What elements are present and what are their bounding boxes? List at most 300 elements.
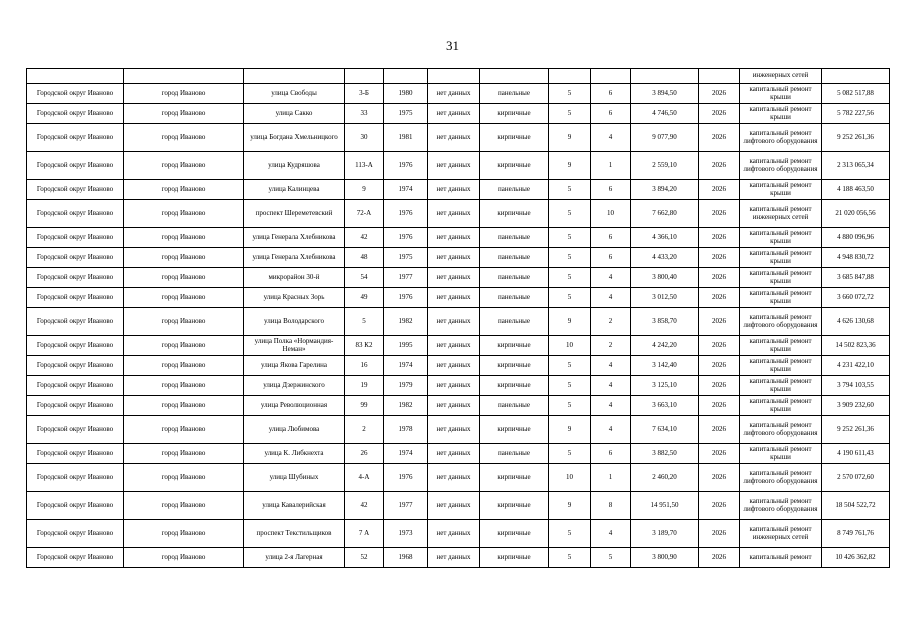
table-cell-work-type: капитальный ремонт инженерных сетей	[740, 520, 822, 548]
table-cell-street: улица Якова Гарелина	[244, 356, 345, 376]
table-cell-entrances: 4	[591, 520, 631, 548]
table-cell-settlement: город Иваново	[124, 248, 244, 268]
table-cell-plan-year: 2026	[699, 356, 740, 376]
table-cell	[124, 69, 244, 84]
table-cell-year-overhaul: нет данных	[428, 152, 480, 180]
table-cell-street: улица Шубиных	[244, 464, 345, 492]
table-cell-street: проспект Шереметевский	[244, 200, 345, 228]
table-cell-plan-year: 2026	[699, 180, 740, 200]
table-cell-year-built: 1974	[384, 356, 428, 376]
table-cell-entrances: 6	[591, 444, 631, 464]
table-cell-entrances: 4	[591, 288, 631, 308]
table-cell-settlement: город Иваново	[124, 152, 244, 180]
table-cell-cost: 14 502 823,36	[822, 336, 890, 356]
table-cell-work-type: капитальный ремонт крыши	[740, 396, 822, 416]
table-cell-area: 3 882,50	[631, 444, 699, 464]
table-cell-house-number: 33	[345, 104, 384, 124]
table-cell-floors: 5	[549, 356, 591, 376]
table-cell-work-type: капитальный ремонт крыши	[740, 376, 822, 396]
table-cell-wall-material: панельные	[480, 396, 549, 416]
table-cell-work-type: капитальный ремонт крыши	[740, 444, 822, 464]
table-cell-entrances: 6	[591, 248, 631, 268]
table-cell-cost: 4 948 830,72	[822, 248, 890, 268]
table-cell	[244, 69, 345, 84]
table-cell-area: 7 634,10	[631, 416, 699, 444]
table-cell-cost: 3 794 103,55	[822, 376, 890, 396]
table-cell-work-type: капитальный ремонт лифтового оборудования	[740, 124, 822, 152]
table-cell-house-number: 52	[345, 548, 384, 568]
table-cell-settlement: город Иваново	[124, 416, 244, 444]
table-cell-work-type: капитальный ремонт крыши	[740, 248, 822, 268]
table-cell-floors: 5	[549, 444, 591, 464]
table-row	[27, 308, 890, 336]
table-cell-house-number: 2	[345, 416, 384, 444]
table-cell-area: 3 858,70	[631, 308, 699, 336]
table-cell-entrances: 5	[591, 548, 631, 568]
table-cell-cost: 18 504 522,72	[822, 492, 890, 520]
table-cell-year-built: 1975	[384, 104, 428, 124]
table-cell-street: улица Кудряшова	[244, 152, 345, 180]
table-cell-house-number: 99	[345, 396, 384, 416]
table-cell-year-built: 1974	[384, 180, 428, 200]
table-cell-entrances: 8	[591, 492, 631, 520]
table-cell-plan-year: 2026	[699, 84, 740, 104]
table-cell-work-type: капитальный ремонт крыши	[740, 356, 822, 376]
table-cell-house-number: 72-А	[345, 200, 384, 228]
table-cell-area: 2 460,20	[631, 464, 699, 492]
table-cell-plan-year: 2026	[699, 288, 740, 308]
table-cell-house-number: 42	[345, 492, 384, 520]
table-cell-floors: 9	[549, 152, 591, 180]
table-cell-year-overhaul: нет данных	[428, 464, 480, 492]
table-cell-year-overhaul: нет данных	[428, 180, 480, 200]
table-cell-wall-material: кирпичные	[480, 416, 549, 444]
table-row	[27, 396, 890, 416]
table-cell-settlement: город Иваново	[124, 464, 244, 492]
table-cell-year-built: 1977	[384, 492, 428, 520]
table-row-continuation	[27, 69, 890, 84]
table-cell-year-built: 1975	[384, 248, 428, 268]
table-cell-year-built: 1973	[384, 520, 428, 548]
table-cell-cost: 21 020 056,56	[822, 200, 890, 228]
table-cell-municipality: Городской округ Иваново	[27, 356, 124, 376]
table-cell-floors: 5	[549, 104, 591, 124]
table-cell-entrances: 4	[591, 356, 631, 376]
table-cell-year-built: 1976	[384, 152, 428, 180]
table-row	[27, 200, 890, 228]
table-cell-settlement: город Иваново	[124, 228, 244, 248]
table-cell-entrances: 2	[591, 336, 631, 356]
table-cell-area: 3 189,70	[631, 520, 699, 548]
table-body	[27, 69, 890, 568]
table-cell-plan-year: 2026	[699, 376, 740, 396]
table-cell-entrances: 4	[591, 376, 631, 396]
table-cell-settlement: город Иваново	[124, 356, 244, 376]
table-cell-floors: 5	[549, 84, 591, 104]
table-cell-area: 3 894,20	[631, 180, 699, 200]
table-cell-area: 3 142,40	[631, 356, 699, 376]
table-cell-year-overhaul: нет данных	[428, 492, 480, 520]
table-cell-settlement: город Иваново	[124, 84, 244, 104]
table-cell-settlement: город Иваново	[124, 548, 244, 568]
table-cell-year-built: 1982	[384, 308, 428, 336]
table-cell-area: 3 800,40	[631, 268, 699, 288]
table-cell-entrances: 2	[591, 308, 631, 336]
table-cell-area: 3 894,50	[631, 84, 699, 104]
table-cell-municipality: Городской округ Иваново	[27, 248, 124, 268]
table-row	[27, 464, 890, 492]
table-cell-area: 3 012,50	[631, 288, 699, 308]
table-cell-plan-year: 2026	[699, 308, 740, 336]
table-cell-municipality: Городской округ Иваново	[27, 124, 124, 152]
table-cell-municipality: Городской округ Иваново	[27, 200, 124, 228]
table-cell-year-built: 1977	[384, 268, 428, 288]
table-cell-area: 2 559,10	[631, 152, 699, 180]
table-cell-floors: 5	[549, 180, 591, 200]
table-cell-work-type: капитальный ремонт крыши	[740, 104, 822, 124]
table-cell-cost: 5 082 517,88	[822, 84, 890, 104]
table-row	[27, 444, 890, 464]
table-cell-work-type: капитальный ремонт лифтового оборудования	[740, 464, 822, 492]
table-cell-plan-year: 2026	[699, 492, 740, 520]
table-cell-municipality: Городской округ Иваново	[27, 104, 124, 124]
table-cell-street: улица Революционная	[244, 396, 345, 416]
table-cell-work-type: капитальный ремонт крыши	[740, 228, 822, 248]
table-cell-year-built: 1976	[384, 288, 428, 308]
table-cell-street: улица Кавалерийская	[244, 492, 345, 520]
table-row	[27, 248, 890, 268]
table-cell-work-type: инженерных сетей	[740, 69, 822, 84]
table-cell-cost: 10 426 362,82	[822, 548, 890, 568]
table-cell-plan-year: 2026	[699, 464, 740, 492]
table-cell-entrances: 4	[591, 416, 631, 444]
table-cell-municipality: Городской округ Иваново	[27, 228, 124, 248]
table-cell-house-number: 49	[345, 288, 384, 308]
table-cell-work-type: капитальный ремонт крыши	[740, 180, 822, 200]
table-cell-year-built: 1976	[384, 228, 428, 248]
table-cell-floors: 5	[549, 288, 591, 308]
table-row	[27, 376, 890, 396]
table-cell	[345, 69, 384, 84]
table-cell-entrances: 1	[591, 152, 631, 180]
table-cell-plan-year: 2026	[699, 336, 740, 356]
table-cell-cost: 4 880 096,96	[822, 228, 890, 248]
table-cell-settlement: город Иваново	[124, 492, 244, 520]
table-cell-wall-material: кирпичные	[480, 548, 549, 568]
table-cell-plan-year: 2026	[699, 444, 740, 464]
table-cell-area: 3 800,90	[631, 548, 699, 568]
table-cell-wall-material: панельные	[480, 308, 549, 336]
table-cell-settlement: город Иваново	[124, 336, 244, 356]
table-cell-area: 4 366,10	[631, 228, 699, 248]
table-cell-wall-material: панельные	[480, 288, 549, 308]
table-cell-street: улица 2-я Лагерная	[244, 548, 345, 568]
table-cell-floors: 5	[549, 376, 591, 396]
table-cell-area: 4 433,20	[631, 248, 699, 268]
table-cell-area: 3 125,10	[631, 376, 699, 396]
table-cell-year-built: 1968	[384, 548, 428, 568]
table-cell-street: микрорайон 30-й	[244, 268, 345, 288]
table-cell-year-overhaul: нет данных	[428, 336, 480, 356]
table-cell-plan-year: 2026	[699, 520, 740, 548]
table-cell-street: улица Генерала Хлебникова	[244, 228, 345, 248]
table-cell-plan-year: 2026	[699, 396, 740, 416]
table-cell-year-built: 1976	[384, 200, 428, 228]
table-row	[27, 104, 890, 124]
table-cell	[428, 69, 480, 84]
table-cell-wall-material: панельные	[480, 180, 549, 200]
table-cell-settlement: город Иваново	[124, 124, 244, 152]
table-cell-cost: 4 231 422,10	[822, 356, 890, 376]
table-cell-cost: 3 685 847,88	[822, 268, 890, 288]
table-cell-cost: 9 252 261,36	[822, 416, 890, 444]
table-cell-street: улица Калинцева	[244, 180, 345, 200]
table-cell-year-built: 1979	[384, 376, 428, 396]
table-cell-plan-year: 2026	[699, 548, 740, 568]
table-cell-year-overhaul: нет данных	[428, 288, 480, 308]
page-number: 31	[446, 38, 459, 53]
table-row	[27, 336, 890, 356]
table-cell-work-type: капитальный ремонт крыши	[740, 336, 822, 356]
table-cell-cost: 9 252 261,36	[822, 124, 890, 152]
table-cell-house-number: 4-А	[345, 464, 384, 492]
table-cell-year-built: 1980	[384, 84, 428, 104]
table-cell-wall-material: кирпичные	[480, 152, 549, 180]
table-cell	[480, 69, 549, 84]
table-cell-municipality: Городской округ Иваново	[27, 180, 124, 200]
table-cell-settlement: город Иваново	[124, 200, 244, 228]
table-cell-wall-material: панельные	[480, 248, 549, 268]
table-cell-area: 4 242,20	[631, 336, 699, 356]
table-cell	[549, 69, 591, 84]
table-cell-year-built: 1978	[384, 416, 428, 444]
table-cell-year-overhaul: нет данных	[428, 124, 480, 152]
table-cell-wall-material: кирпичные	[480, 520, 549, 548]
table-cell-wall-material: кирпичные	[480, 200, 549, 228]
table-cell-entrances: 1	[591, 464, 631, 492]
table-cell-year-overhaul: нет данных	[428, 200, 480, 228]
table-cell	[27, 69, 124, 84]
table-cell-year-built: 1974	[384, 444, 428, 464]
table-cell-year-overhaul: нет данных	[428, 396, 480, 416]
table-cell-year-overhaul: нет данных	[428, 228, 480, 248]
table-cell-cost: 2 313 065,34	[822, 152, 890, 180]
table-cell-municipality: Городской округ Иваново	[27, 444, 124, 464]
table-cell-work-type: капитальный ремонт крыши	[740, 288, 822, 308]
table-cell-area: 7 662,80	[631, 200, 699, 228]
table-cell-year-overhaul: нет данных	[428, 376, 480, 396]
table-cell-area: 3 663,10	[631, 396, 699, 416]
table-cell-street: улица Дзержинского	[244, 376, 345, 396]
table-cell-entrances: 10	[591, 200, 631, 228]
table-cell-cost: 8 749 761,76	[822, 520, 890, 548]
table-cell-floors: 5	[549, 520, 591, 548]
table-cell-entrances: 6	[591, 228, 631, 248]
table-cell-wall-material: кирпичные	[480, 464, 549, 492]
table-cell-year-overhaul: нет данных	[428, 444, 480, 464]
table-cell-street: улица Володарского	[244, 308, 345, 336]
table-cell-house-number: 9	[345, 180, 384, 200]
table-cell-year-built: 1976	[384, 464, 428, 492]
table-cell-floors: 10	[549, 336, 591, 356]
table-cell-wall-material: кирпичные	[480, 124, 549, 152]
table-cell-work-type: капитальный ремонт крыши	[740, 268, 822, 288]
table-cell-plan-year: 2026	[699, 200, 740, 228]
table-cell-wall-material: панельные	[480, 84, 549, 104]
table-cell-floors: 5	[549, 200, 591, 228]
table-cell-work-type: капитальный ремонт крыши	[740, 84, 822, 104]
table-cell-municipality: Городской округ Иваново	[27, 84, 124, 104]
table-cell-plan-year: 2026	[699, 268, 740, 288]
table-row	[27, 356, 890, 376]
table-cell-wall-material: кирпичные	[480, 336, 549, 356]
table-cell-street: улица Генерала Хлебникова	[244, 248, 345, 268]
table-cell-house-number: 19	[345, 376, 384, 396]
table-cell-settlement: город Иваново	[124, 268, 244, 288]
table-cell-municipality: Городской округ Иваново	[27, 376, 124, 396]
table-cell-wall-material: кирпичные	[480, 376, 549, 396]
table-cell-work-type: капитальный ремонт лифтового оборудования	[740, 152, 822, 180]
table-cell-plan-year: 2026	[699, 416, 740, 444]
table-cell-cost: 2 570 072,60	[822, 464, 890, 492]
table-cell-cost: 4 190 611,43	[822, 444, 890, 464]
table-cell-house-number: 83 К2	[345, 336, 384, 356]
table-cell-house-number: 16	[345, 356, 384, 376]
table-cell-plan-year: 2026	[699, 228, 740, 248]
table-cell-year-built: 1981	[384, 124, 428, 152]
table-cell-municipality: Городской округ Иваново	[27, 548, 124, 568]
table-cell-entrances: 6	[591, 180, 631, 200]
table-cell	[699, 69, 740, 84]
table-cell-house-number: 113-А	[345, 152, 384, 180]
table-cell-floors: 9	[549, 492, 591, 520]
table-cell-municipality: Городской округ Иваново	[27, 464, 124, 492]
table-cell-wall-material: кирпичные	[480, 356, 549, 376]
table-cell-street: улица Сакко	[244, 104, 345, 124]
table-cell-year-overhaul: нет данных	[428, 548, 480, 568]
table-cell-year-built: 1982	[384, 396, 428, 416]
table-row	[27, 124, 890, 152]
table-cell-wall-material: панельные	[480, 268, 549, 288]
table-row	[27, 180, 890, 200]
table-row	[27, 548, 890, 568]
table-cell-wall-material: кирпичные	[480, 104, 549, 124]
table-cell-street: улица Красных Зорь	[244, 288, 345, 308]
table-cell-house-number: 42	[345, 228, 384, 248]
table-cell	[631, 69, 699, 84]
table-cell-floors: 5	[549, 248, 591, 268]
table-cell-floors: 5	[549, 268, 591, 288]
table-cell-settlement: город Иваново	[124, 180, 244, 200]
table-cell-municipality: Городской округ Иваново	[27, 520, 124, 548]
table-cell-cost: 5 782 227,56	[822, 104, 890, 124]
table-cell-entrances: 4	[591, 268, 631, 288]
table-cell-year-overhaul: нет данных	[428, 268, 480, 288]
table-cell-house-number: 54	[345, 268, 384, 288]
table-cell-entrances: 6	[591, 84, 631, 104]
table-row	[27, 288, 890, 308]
table-cell-street: улица Полка «Нормандия-Неман»	[244, 336, 345, 356]
table-cell-settlement: город Иваново	[124, 444, 244, 464]
table-cell-house-number: 3-Б	[345, 84, 384, 104]
table-cell-entrances: 6	[591, 104, 631, 124]
table-row	[27, 84, 890, 104]
table-cell-floors: 9	[549, 124, 591, 152]
table-cell-municipality: Городской округ Иваново	[27, 152, 124, 180]
table-cell-year-overhaul: нет данных	[428, 416, 480, 444]
table-row	[27, 520, 890, 548]
table-cell-entrances: 4	[591, 396, 631, 416]
table-cell-area: 14 951,50	[631, 492, 699, 520]
table-cell-wall-material: панельные	[480, 228, 549, 248]
table-cell-settlement: город Иваново	[124, 376, 244, 396]
table-cell-house-number: 5	[345, 308, 384, 336]
table-cell-cost: 4 188 463,50	[822, 180, 890, 200]
table-cell-municipality: Городской округ Иваново	[27, 288, 124, 308]
table-cell-year-overhaul: нет данных	[428, 104, 480, 124]
table-cell-plan-year: 2026	[699, 152, 740, 180]
table-cell-municipality: Городской округ Иваново	[27, 396, 124, 416]
table-cell-settlement: город Иваново	[124, 396, 244, 416]
table-cell-work-type: капитальный ремонт лифтового оборудования	[740, 492, 822, 520]
table-cell-area: 4 746,50	[631, 104, 699, 124]
table-cell-floors: 5	[549, 548, 591, 568]
table-cell-municipality: Городской округ Иваново	[27, 416, 124, 444]
table-cell-settlement: город Иваново	[124, 308, 244, 336]
table-cell-wall-material: кирпичные	[480, 492, 549, 520]
table-row	[27, 152, 890, 180]
table-cell-year-built: 1995	[384, 336, 428, 356]
table-cell-plan-year: 2026	[699, 104, 740, 124]
table-cell-year-overhaul: нет данных	[428, 84, 480, 104]
table-cell-plan-year: 2026	[699, 124, 740, 152]
table-cell-cost: 3 660 072,72	[822, 288, 890, 308]
table-row	[27, 492, 890, 520]
table-row	[27, 228, 890, 248]
table-cell-floors: 5	[549, 228, 591, 248]
table-cell-cost: 4 626 130,68	[822, 308, 890, 336]
table-cell-wall-material: панельные	[480, 444, 549, 464]
table-cell-plan-year: 2026	[699, 248, 740, 268]
table-cell-house-number: 30	[345, 124, 384, 152]
table-cell-street: улица Свободы	[244, 84, 345, 104]
table-cell-house-number: 7 А	[345, 520, 384, 548]
table-cell-floors: 9	[549, 416, 591, 444]
table-cell-floors: 10	[549, 464, 591, 492]
table-cell-municipality: Городской округ Иваново	[27, 268, 124, 288]
table-cell-entrances: 4	[591, 124, 631, 152]
table-cell-year-overhaul: нет данных	[428, 308, 480, 336]
table-row	[27, 268, 890, 288]
table-cell-year-overhaul: нет данных	[428, 520, 480, 548]
table-cell-floors: 9	[549, 308, 591, 336]
table-cell-year-overhaul: нет данных	[428, 248, 480, 268]
table-cell-work-type: капитальный ремонт инженерных сетей	[740, 200, 822, 228]
table-cell-municipality: Городской округ Иваново	[27, 336, 124, 356]
table-cell-floors: 5	[549, 396, 591, 416]
table-cell	[384, 69, 428, 84]
table-cell-work-type: капитальный ремонт лифтового оборудования	[740, 416, 822, 444]
table-cell-settlement: город Иваново	[124, 104, 244, 124]
table-cell-street: улица К. Либкнехта	[244, 444, 345, 464]
table-cell-year-overhaul: нет данных	[428, 356, 480, 376]
table-cell-street: проспект Текстильщиков	[244, 520, 345, 548]
table-cell	[591, 69, 631, 84]
table-cell-street: улица Любимова	[244, 416, 345, 444]
table-cell-municipality: Городской округ Иваново	[27, 492, 124, 520]
table-cell-area: 9 077,90	[631, 124, 699, 152]
table-cell-work-type: капитальный ремонт лифтового оборудования	[740, 308, 822, 336]
